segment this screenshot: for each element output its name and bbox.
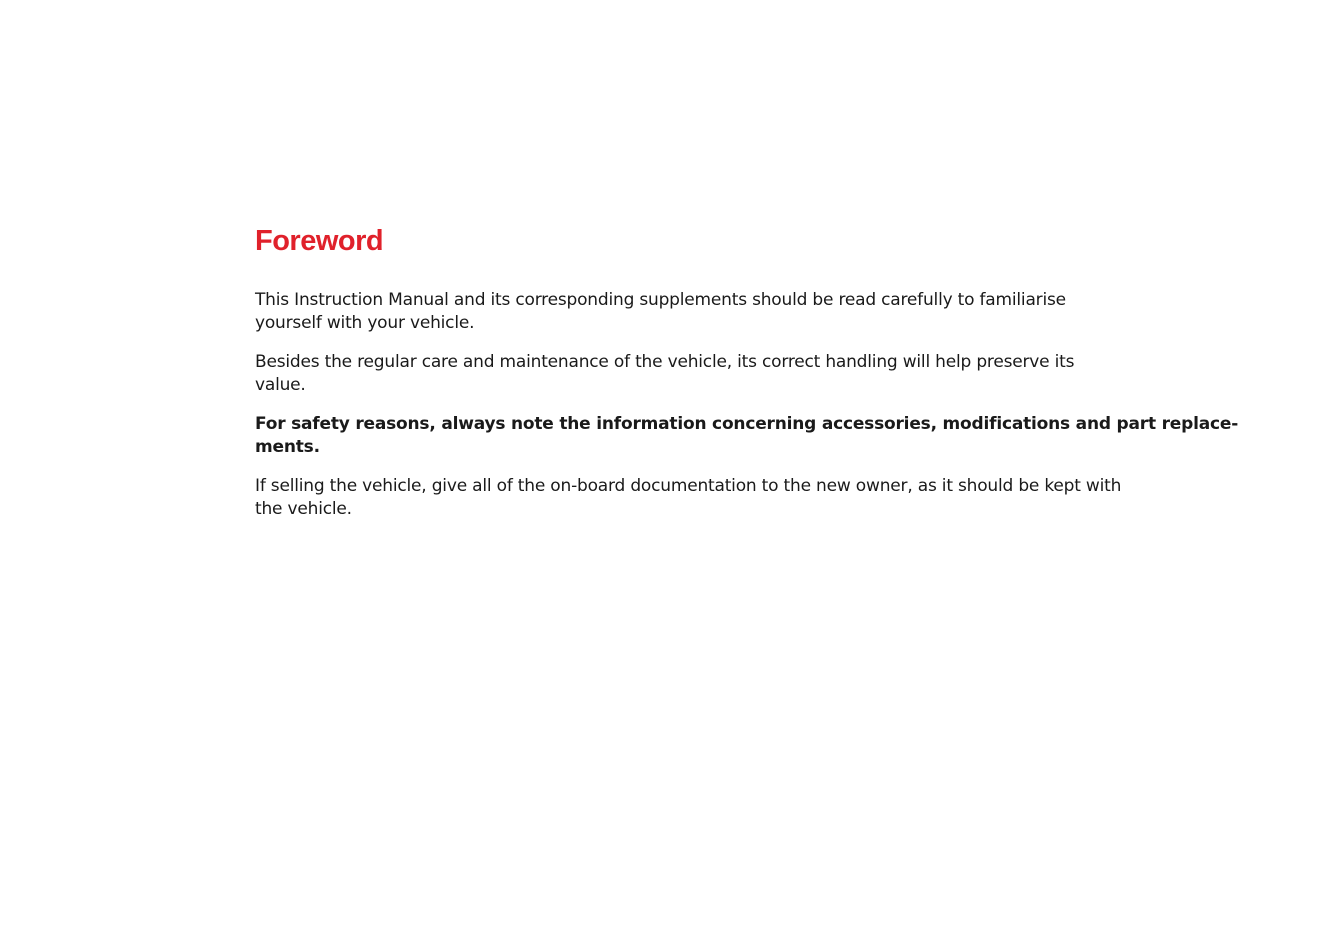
page-title: Foreword	[255, 225, 384, 257]
safety-paragraph-line-1: For safety reasons, always note the information concerning accessories, modifications and part replace-	[255, 414, 1239, 434]
intro-paragraph: This Instruction Manual and its corresponding supplements should be read carefully to familiarise yourself with your vehicle.	[255, 290, 1066, 333]
foreword-section	[255, 224, 1239, 521]
safety-paragraph	[255, 413, 1239, 459]
care-paragraph: Besides the regular care and maintenance of the vehicle, its correct handling will help preserve its value.	[255, 352, 1075, 395]
safety-paragraph-line-2: ments.	[255, 437, 320, 457]
selling-paragraph: If selling the vehicle, give all of the on-board documentation to the new owner, as it should be kept with the vehicle.	[255, 476, 1122, 519]
